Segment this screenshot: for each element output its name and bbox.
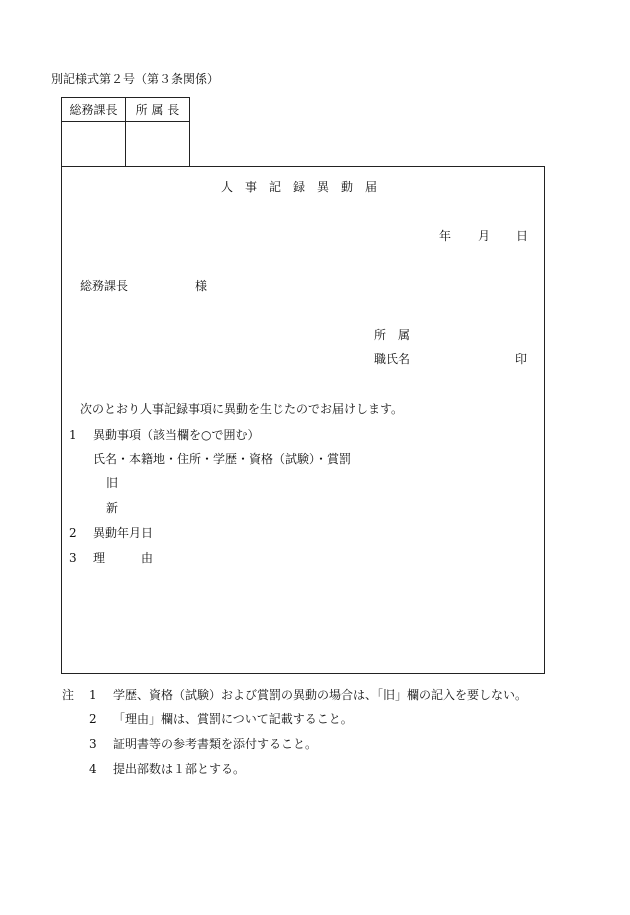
note-2-text: 「理由」欄は、賞罰について記載すること。	[113, 712, 353, 726]
approval-seal-box-department-head[interactable]	[126, 122, 190, 167]
item-3-label: 理 由	[93, 551, 154, 565]
form-title: 人 事 記 録 異 動 届	[221, 180, 378, 194]
change-categories[interactable]: 氏名・本籍地・住所・学歴・資格（試験）・賞罰	[93, 452, 352, 466]
note-1-text: 学歴、資格（試験）および賞罰の異動の場合は、「旧」欄の記入を要しない。	[113, 688, 528, 702]
note-4-text: 提出部数は１部とする。	[113, 762, 246, 776]
item-1-number: 1	[69, 428, 77, 442]
note-3-text: 証明書等の参考書類を添付すること。	[113, 737, 318, 751]
approval-label-department-head: 所 属 長	[126, 98, 190, 122]
item-2-label: 異動年月日	[93, 526, 154, 540]
old-value-label: 旧	[106, 476, 119, 490]
note-3-number: 3	[89, 737, 97, 751]
addressee-name: 総務課長	[80, 279, 129, 293]
item-1-label: 異動事項（該当欄を○で囲む）	[93, 428, 260, 442]
notes-prefix: 注	[62, 688, 75, 702]
form-intro-text: 次のとおり人事記録事項に異動を生じたのでお届けします。	[80, 402, 404, 416]
approval-seal-box-general-affairs-chief[interactable]	[62, 122, 126, 167]
addressee-honorific: 様	[195, 279, 208, 293]
approval-label-general-affairs-chief: 総務課長	[62, 98, 126, 122]
date-month-label[interactable]: 月	[478, 229, 491, 243]
form-number: 別記様式第２号（第３条関係）	[51, 72, 220, 86]
form-body-box	[61, 166, 545, 674]
new-value-label: 新	[106, 501, 119, 515]
seal-mark: 印	[515, 352, 528, 366]
date-year-label[interactable]: 年	[439, 229, 452, 243]
note-1-number: 1	[89, 688, 97, 702]
approval-stamp-table	[61, 97, 190, 167]
date-day-label[interactable]: 日	[516, 229, 529, 243]
item-3-number: 3	[69, 551, 77, 565]
item-2-number: 2	[69, 526, 77, 540]
applicant-position-name-label: 職氏名	[374, 352, 411, 366]
note-2-number: 2	[89, 712, 97, 726]
note-4-number: 4	[89, 762, 97, 776]
applicant-department-label: 所 属	[374, 328, 411, 342]
